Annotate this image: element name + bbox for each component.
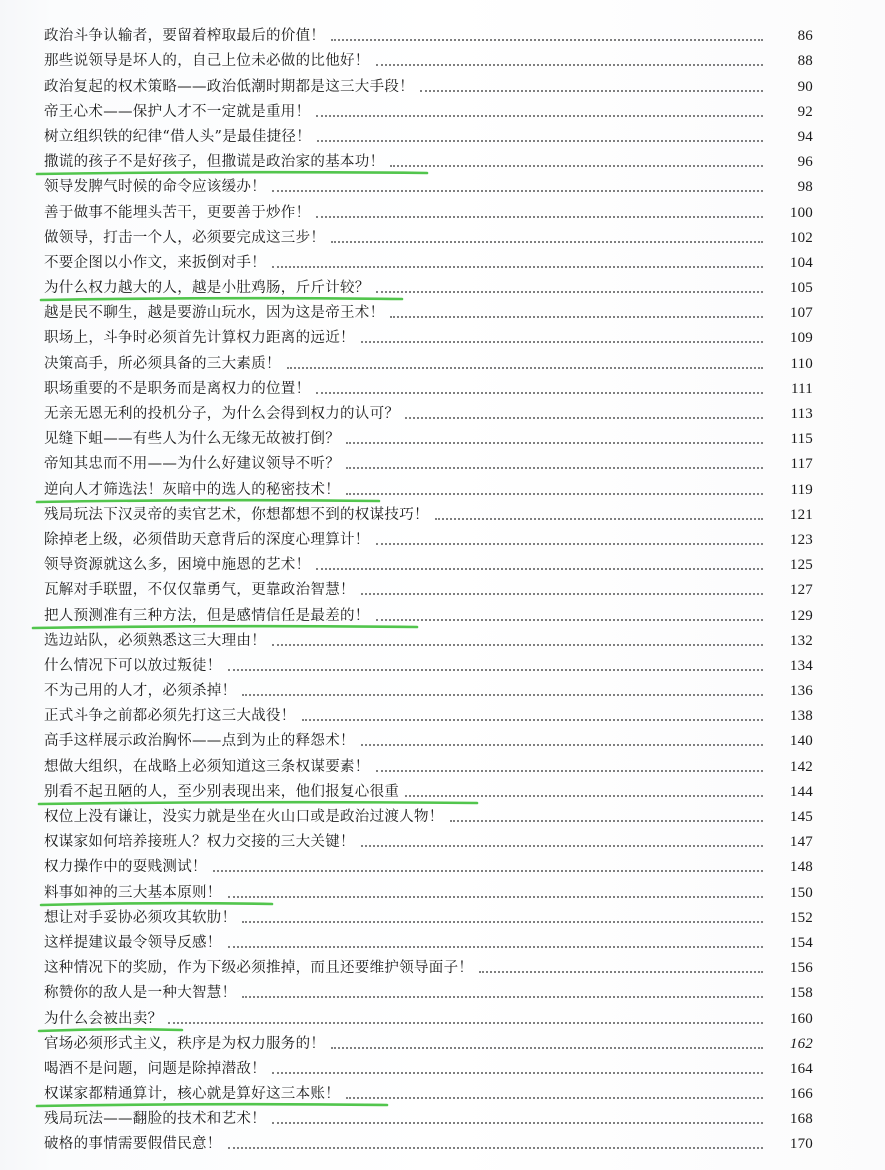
toc-entry-page-number: 140 [789, 733, 813, 750]
dot-leader [390, 315, 763, 318]
toc-entry-title: 领导发脾气时候的命令应该缓办！ [44, 179, 266, 196]
toc-entry-title: 做领导，打击一个人，必须要完成这三步！ [44, 229, 326, 246]
toc-entry[interactable] [0, 776, 885, 801]
toc-entry[interactable] [0, 196, 885, 221]
toc-entry-page-number: 104 [789, 254, 813, 271]
toc-entry-page-number: 94 [797, 128, 813, 145]
dot-leader [405, 416, 763, 419]
dot-leader [272, 643, 763, 646]
toc-entry[interactable] [0, 247, 885, 272]
toc-entry-page-number: 154 [789, 934, 813, 951]
toc-entry-page-number: 160 [789, 1010, 813, 1027]
toc-entry-page-number: 134 [789, 657, 813, 674]
dot-leader [361, 592, 763, 595]
dot-leader [390, 164, 763, 167]
toc-entry-title: 无亲无恩无利的投机分子，为什么会得到权力的认可？ [44, 406, 400, 422]
dot-leader [376, 618, 763, 621]
dot-leader [450, 819, 763, 822]
toc-entry-page-number: 105 [789, 280, 813, 297]
toc-entry-title: 瓦解对手联盟，不仅仅靠勇气，更靠政治智慧！ [44, 582, 355, 599]
toc-entry-page-number: 111 [791, 380, 813, 397]
dot-leader [242, 693, 763, 696]
toc-entry[interactable] [0, 700, 885, 725]
dot-leader [317, 139, 763, 142]
toc-entry[interactable] [0, 70, 885, 95]
dot-leader [346, 441, 763, 444]
toc-entry-page-number: 86 [797, 28, 813, 45]
toc-entry[interactable] [0, 297, 885, 322]
toc-entry-title: 什么情况下可以放过叛徒！ [44, 657, 222, 674]
toc-entry-title: 撒谎的孩子不是好孩子，但撒谎是政治家的基本功！ [44, 154, 385, 171]
toc-entry-page-number: 102 [789, 229, 813, 246]
toc-entry[interactable] [0, 750, 885, 775]
dot-leader [346, 466, 763, 469]
toc-entry-page-number: 150 [789, 884, 813, 901]
dot-leader [331, 38, 763, 41]
toc-entry-title: 政治复起的权术策略——政治低潮时期都是这三大手段！ [44, 78, 414, 95]
toc-entry-page-number: 156 [789, 960, 813, 977]
toc-entry-page-number: 136 [789, 683, 813, 700]
toc-entry[interactable] [0, 524, 885, 549]
toc-entry[interactable] [0, 725, 885, 750]
dot-leader [331, 240, 763, 243]
toc-entry[interactable] [0, 650, 885, 675]
toc-entry-page-number: 162 [789, 1035, 813, 1052]
dot-leader [242, 995, 763, 998]
toc-entry-title: 权位上没有谦让，没实力就是坐在火山口或是政治过渡人物！ [44, 809, 444, 825]
dot-leader [331, 1046, 763, 1049]
dot-leader [346, 492, 763, 495]
toc-entry[interactable] [0, 272, 885, 297]
toc-entry-title: 职场重要的不是职务而是离权力的位置！ [44, 380, 311, 397]
toc-entry-page-number: 158 [789, 985, 813, 1002]
dot-leader [168, 1021, 763, 1024]
toc-entry-title: 除掉老上级，必须借助天意背后的深度心理算计！ [44, 531, 370, 548]
toc-entry-page-number: 148 [789, 859, 813, 876]
toc-entry-title: 选边站队，必须熟悉这三大理由！ [44, 632, 266, 649]
toc-entry[interactable] [0, 902, 885, 927]
dot-leader [376, 542, 763, 545]
dot-leader [213, 869, 763, 872]
toc-entry-title: 破格的事情需要假借民意！ [44, 1136, 222, 1153]
toc-entry-page-number: 147 [789, 834, 813, 851]
toc-entry[interactable] [0, 625, 885, 650]
toc-entry[interactable] [0, 549, 885, 574]
toc-entry-title: 正式斗争之前都必须先打这三大战役！ [44, 708, 296, 725]
toc-entry-title: 想做大组织，在战略上必须知道这三条权谋要素！ [44, 758, 370, 775]
toc-entry-page-number: 117 [790, 456, 813, 473]
toc-entry[interactable] [0, 423, 885, 448]
toc-entry-title: 为什么会被出卖？ [44, 1010, 163, 1027]
toc-entry-page-number: 100 [789, 204, 813, 221]
toc-entry[interactable] [0, 499, 885, 524]
dot-leader [346, 1096, 763, 1099]
toc-entry[interactable] [0, 574, 885, 599]
toc-entry-page-number: 96 [797, 154, 813, 171]
toc-entry-title: 政治斗争认输者，要留着榨取最后的价值！ [44, 28, 326, 45]
toc-entry-page-number: 109 [789, 330, 813, 347]
toc-entry[interactable] [0, 1002, 885, 1027]
dot-leader [435, 517, 763, 520]
dot-leader [316, 114, 763, 117]
toc-entry[interactable] [0, 1028, 885, 1053]
toc-entry[interactable] [0, 977, 885, 1002]
toc-entry-page-number: 98 [797, 179, 813, 196]
toc-entry-title: 别看不起丑陋的人，至少别表现出来，他们报复心很重 [44, 783, 400, 800]
toc-entry-page-number: 132 [789, 632, 813, 649]
toc-entry-page-number: 138 [789, 708, 813, 725]
toc-entry-title: 把人预测准有三种方法，但是感情信任是最差的！ [44, 607, 370, 624]
dot-leader [376, 290, 763, 293]
toc-entry[interactable] [0, 398, 885, 423]
toc-entry[interactable] [0, 45, 885, 70]
toc-entry-title: 越是民不聊生，越是要游山玩水，因为这是帝王术！ [44, 305, 385, 322]
toc-entry-page-number: 110 [790, 355, 813, 372]
toc-entry-title: 官场必须形式主义，秩序是为权力服务的！ [44, 1035, 326, 1052]
toc-entry[interactable] [0, 599, 885, 624]
toc-entry-page-number: 88 [797, 53, 813, 70]
toc-entry-page-number: 164 [789, 1060, 813, 1077]
dot-leader [272, 265, 763, 268]
toc-entry-page-number: 144 [789, 783, 813, 800]
toc-entry-title: 为什么权力越大的人，越是小肚鸡肠，斤斤计较？ [44, 280, 370, 297]
toc-entry[interactable] [0, 20, 885, 45]
dot-leader [405, 794, 763, 797]
toc-entry[interactable] [0, 473, 885, 498]
toc-entry-page-number: 129 [789, 607, 813, 624]
toc-entry[interactable] [0, 448, 885, 473]
dot-leader [287, 366, 763, 369]
table-of-contents [0, 20, 885, 1153]
toc-entry-title: 职场上，斗争时必须首先计算权力距离的远近！ [44, 330, 355, 347]
toc-entry[interactable] [0, 851, 885, 876]
toc-entry-title: 高手这样展示政治胸怀——点到为止的释怨术！ [44, 733, 355, 750]
toc-entry[interactable] [0, 373, 885, 398]
toc-entry[interactable] [0, 952, 885, 977]
toc-entry-page-number: 145 [789, 809, 813, 825]
dot-leader [420, 89, 763, 92]
toc-entry-title: 称赞你的敌人是一种大智慧！ [44, 985, 237, 1002]
toc-entry-page-number: 170 [789, 1136, 813, 1153]
dot-leader [272, 189, 763, 192]
toc-entry-title: 帝王心术——保护人才不一定就是重用！ [44, 103, 311, 120]
toc-entry[interactable] [0, 171, 885, 196]
toc-entry-title: 想让对手妥协必须攻其软肋！ [44, 909, 237, 926]
toc-entry-page-number: 90 [797, 78, 813, 95]
toc-entry[interactable] [0, 121, 885, 146]
toc-entry[interactable] [0, 222, 885, 247]
toc-entry-title: 树立组织铁的纪律“借人头”是最佳捷径！ [44, 128, 312, 145]
toc-entry[interactable] [0, 322, 885, 347]
toc-entry[interactable] [0, 96, 885, 121]
toc-entry-page-number: 168 [789, 1111, 813, 1128]
dot-leader [361, 340, 763, 343]
dot-leader [376, 769, 763, 772]
dot-leader [361, 743, 763, 746]
toc-entry-page-number: 92 [797, 103, 813, 120]
toc-entry-title: 权力操作中的耍贱测试！ [44, 859, 207, 876]
toc-entry-title: 权谋家都精通算计，核心就是算好这三本账！ [44, 1086, 340, 1103]
toc-entry-title: 残局玩法——翻脸的技术和艺术！ [44, 1111, 266, 1128]
toc-entry-title: 逆向人才筛选法！灰暗中的选人的秘密技术！ [44, 481, 340, 498]
dot-leader [479, 970, 763, 973]
dot-leader [228, 668, 763, 671]
toc-entry[interactable] [0, 826, 885, 851]
toc-entry-title: 善于做事不能埋头苦干，更要善于炒作！ [44, 204, 311, 221]
toc-entry-title: 不要企图以小作文，来扳倒对手！ [44, 254, 266, 271]
toc-entry-page-number: 107 [789, 305, 813, 322]
toc-entry-title: 权谋家如何培养接班人？权力交接的三大关键！ [44, 834, 355, 851]
dot-leader [272, 1071, 763, 1074]
dot-leader [361, 844, 763, 847]
toc-entry[interactable] [0, 146, 885, 171]
toc-entry-page-number: 152 [789, 909, 813, 926]
toc-entry-title: 决策高手，所必须具备的三大素质！ [44, 355, 281, 372]
dot-leader [228, 895, 763, 898]
toc-entry[interactable] [0, 1078, 885, 1103]
toc-entry[interactable] [0, 927, 885, 952]
toc-entry-title: 喝酒不是问题，问题是除掉潜敌！ [44, 1060, 266, 1077]
toc-entry-page-number: 123 [789, 531, 813, 548]
toc-entry-title: 残局玩法下汉灵帝的卖官艺术，你想都想不到的权谋技巧！ [44, 506, 429, 523]
dot-leader [316, 567, 763, 570]
toc-entry-page-number: 119 [790, 481, 813, 498]
toc-entry[interactable] [0, 801, 885, 826]
dot-leader [272, 1121, 763, 1124]
dot-leader [316, 391, 763, 394]
dot-leader [316, 215, 763, 218]
toc-entry-title: 料事如神的三大基本原则！ [44, 884, 222, 901]
toc-entry[interactable] [0, 876, 885, 901]
toc-entry-page-number: 113 [790, 406, 813, 422]
toc-entry[interactable] [0, 347, 885, 372]
toc-entry-page-number: 127 [789, 582, 813, 599]
dot-leader [228, 945, 763, 948]
toc-entry-title: 见缝下蛆——有些人为什么无缘无故被打倒？ [44, 431, 340, 448]
toc-entry-title: 帝知其忠而不用——为什么好建议领导不听？ [44, 456, 340, 473]
dot-leader [242, 920, 763, 923]
dot-leader [376, 63, 763, 66]
toc-entry-title: 领导资源就这么多，困境中施恩的艺术！ [44, 557, 311, 574]
toc-entry-page-number: 121 [789, 506, 813, 523]
toc-entry-page-number: 125 [789, 557, 813, 574]
toc-entry[interactable] [0, 1103, 885, 1128]
toc-entry[interactable] [0, 675, 885, 700]
toc-entry-title: 那些说领导是坏人的，自己上位未必做的比他好！ [44, 53, 370, 70]
toc-entry-page-number: 115 [790, 431, 813, 448]
toc-entry-page-number: 142 [789, 758, 813, 775]
toc-entry-page-number: 166 [789, 1086, 813, 1103]
toc-entry[interactable] [0, 1128, 885, 1153]
toc-entry-title: 这样提建议最令领导反感！ [44, 934, 222, 951]
toc-entry-title: 不为己用的人才，必须杀掉！ [44, 683, 237, 700]
dot-leader [228, 1146, 763, 1149]
dot-leader [302, 718, 763, 721]
toc-entry-title: 这种情况下的奖励，作为下级必须推掉，而且还要维护领导面子！ [44, 960, 474, 977]
toc-entry[interactable] [0, 1053, 885, 1078]
